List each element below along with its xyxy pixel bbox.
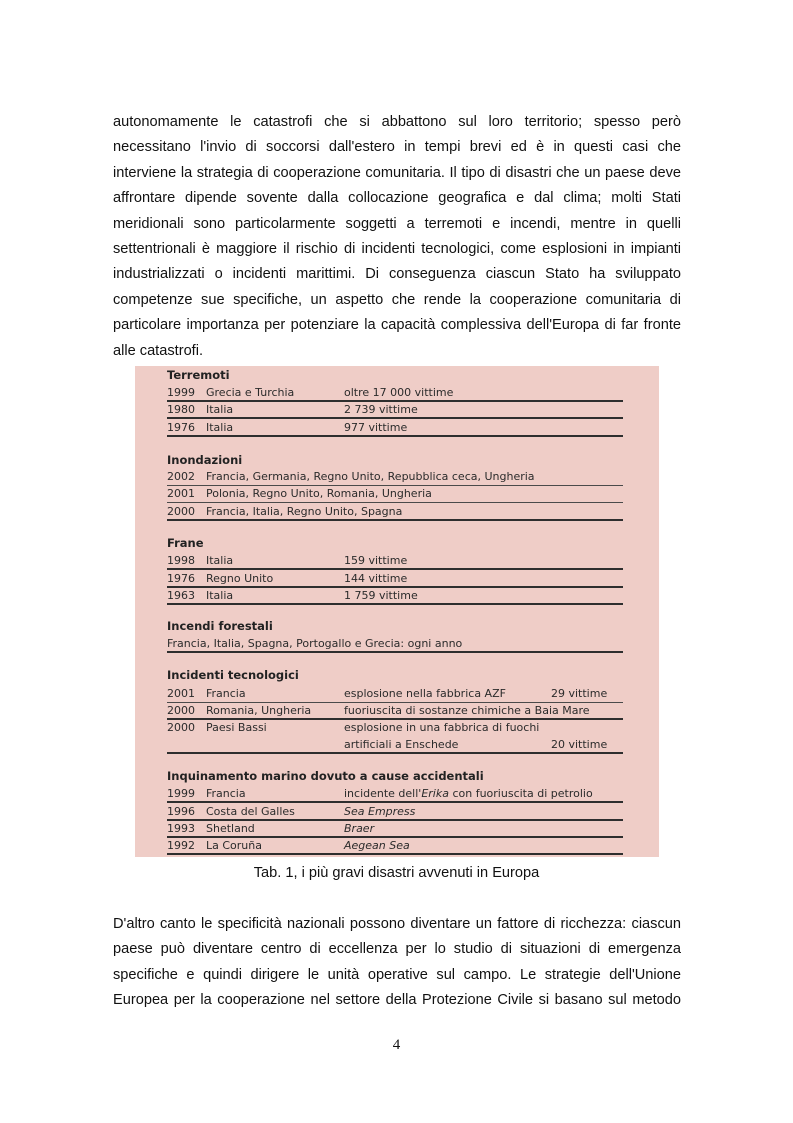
row-description-cont: artificiali a Enschede (344, 738, 459, 751)
row-year: 2002 (167, 470, 195, 483)
desc-prefix: incidente dell' (344, 787, 422, 800)
table-row (167, 821, 623, 838)
row-place: Italia (206, 554, 234, 567)
row-place: Romania, Ungheria (206, 704, 312, 717)
disasters-table (135, 366, 659, 857)
text-line: affrontare dipende sovente dalla collocazione geografica e dal clima; molti Stati (113, 190, 681, 207)
row-year: 2000 (167, 505, 195, 518)
table-row (167, 553, 623, 570)
ship-name: Sea Empress (344, 805, 416, 818)
text-line: Europea per la cooperazione nel settore della Protezione Civile si basano sul metodo (113, 992, 681, 1009)
text-line: settentrionali è maggiore il rischio di incidenti tecnologici, come esplosioni in impianti (113, 240, 681, 257)
row-description: 144 vittime (344, 572, 408, 585)
table-row (167, 402, 623, 419)
row-divider (167, 801, 623, 803)
row-year: 1993 (167, 822, 195, 835)
row-place: Francia, Italia, Regno Unito, Spagna (206, 505, 403, 518)
row-text: Francia, Italia, Spagna, Portogallo e Grecia: ogni anno (167, 637, 463, 650)
row-place: Shetland (206, 822, 255, 835)
section-title-inquinamento-marino: Inquinamento marino dovuto a cause accidentali (167, 769, 484, 783)
table-row (167, 703, 623, 720)
row-divider (167, 417, 623, 419)
row-place: Polonia, Regno Unito, Romania, Ungheria (206, 487, 432, 500)
table-row (167, 486, 623, 503)
row-victims: 20 vittime (551, 738, 608, 751)
row-description: 159 vittime (344, 554, 408, 567)
table-row (167, 804, 623, 821)
row-description: 1 759 vittime (344, 589, 418, 602)
row-divider (167, 651, 623, 653)
table-row (167, 838, 623, 855)
row-victims: 29 vittime (551, 687, 608, 700)
section-title-incidenti-tecnologici: Incidenti tecnologici (167, 668, 299, 682)
row-place: Italia (206, 403, 234, 416)
row-place: Francia (206, 787, 246, 800)
table-row (167, 571, 623, 588)
text-line: alle catastrofi. (113, 342, 204, 359)
text-line: paese può diventare centro di eccellenza per lo studio di situazioni di emergenza (113, 941, 681, 958)
row-year: 1976 (167, 572, 195, 585)
row-year: 2001 (167, 487, 195, 500)
row-year: 2000 (167, 721, 195, 734)
row-description: esplosione in una fabbrica di fuochi (344, 721, 540, 734)
row-place: Regno Unito (206, 572, 274, 585)
section-title-incendi-forestali: Incendi forestali (167, 619, 273, 633)
table-row (167, 504, 623, 521)
text-line: D'altro canto le specificità nazionali possono diventare un fattore di ricchezza: ciascun (113, 916, 681, 932)
table-row (167, 469, 623, 486)
row-place: La Coruña (206, 839, 262, 852)
row-place: Italia (206, 589, 234, 602)
table-row (167, 636, 623, 653)
text-line: competenze sue specifiche, un aspetto che rende la cooperazione comunitaria di (113, 291, 681, 308)
row-year: 1976 (167, 421, 195, 434)
body-paragraph-1 (113, 110, 681, 364)
text-line: meridionali sono particolarmente soggetti a terremoti e incendi, mentre in quelli (113, 215, 681, 232)
text-line: industrializzati o incidenti marittimi. Di conseguenza ciascun Stato ha sviluppato (113, 266, 681, 283)
row-year: 1963 (167, 589, 195, 602)
text-line: particolare importanza per potenziare la capacità complessiva dell'Europa di far fronte (113, 317, 681, 334)
body-paragraph-2 (113, 912, 681, 1014)
ship-name: Erika (421, 787, 449, 800)
row-year: 1996 (167, 805, 195, 818)
section-title-inondazioni: Inondazioni (167, 453, 243, 467)
row-year: 1980 (167, 403, 195, 416)
ship-name: Aegean Sea (344, 839, 410, 852)
row-year: 1999 (167, 386, 195, 399)
row-place: Francia (206, 687, 246, 700)
text-line: autonomamente le catastrofi che si abbattono sul loro territorio; spesso però (113, 114, 681, 130)
row-divider (167, 568, 623, 570)
table-caption: Tab. 1, i più gravi disastri avvenuti in Europa (253, 865, 540, 881)
table-row (167, 786, 623, 803)
row-divider (167, 752, 623, 754)
row-description (344, 787, 593, 800)
row-year: 2000 (167, 704, 195, 717)
row-description: 977 vittime (344, 421, 408, 434)
text-line: necessitano l'invio di soccorsi dall'estero in tempi brevi ed è in questi casi che (113, 139, 681, 156)
row-year: 1999 (167, 787, 195, 800)
table-row (167, 385, 623, 402)
row-year: 2001 (167, 687, 195, 700)
table-row (167, 720, 623, 754)
row-place: Paesi Bassi (206, 721, 267, 734)
row-year: 1992 (167, 839, 195, 852)
page-number: 4 (392, 1037, 401, 1053)
text-line: interviene la strategia di cooperazione comunitaria. Il tipo di disastri che un paese deve (113, 164, 681, 181)
text-line: specifiche e quindi dirigere le unità operative sul campo. Le strategie dell'Unione (113, 966, 681, 983)
desc-suffix: con fuoriuscita di petrolio (448, 787, 593, 800)
table-row (167, 686, 623, 703)
row-description: esplosione nella fabbrica AZF (344, 687, 506, 700)
row-divider (167, 603, 623, 605)
table-row (167, 588, 623, 605)
row-year: 1998 (167, 554, 195, 567)
row-place: Grecia e Turchia (206, 386, 295, 399)
row-place: Francia, Germania, Regno Unito, Repubblica ceca, Ungheria (206, 470, 535, 483)
section-title-frane: Frane (167, 536, 204, 550)
row-place: Italia (206, 421, 234, 434)
row-divider (167, 519, 623, 521)
table-row (167, 420, 623, 437)
row-divider (167, 435, 623, 437)
row-divider (167, 502, 623, 503)
row-description: fuoriuscita di sostanze chimiche a Baia Mare (344, 704, 590, 717)
row-place: Costa del Galles (206, 805, 295, 818)
row-description: oltre 17 000 vittime (344, 386, 454, 399)
ship-name: Braer (344, 822, 375, 835)
row-divider (167, 853, 623, 855)
row-description: 2 739 vittime (344, 403, 418, 416)
section-title-terremoti: Terremoti (167, 368, 230, 382)
